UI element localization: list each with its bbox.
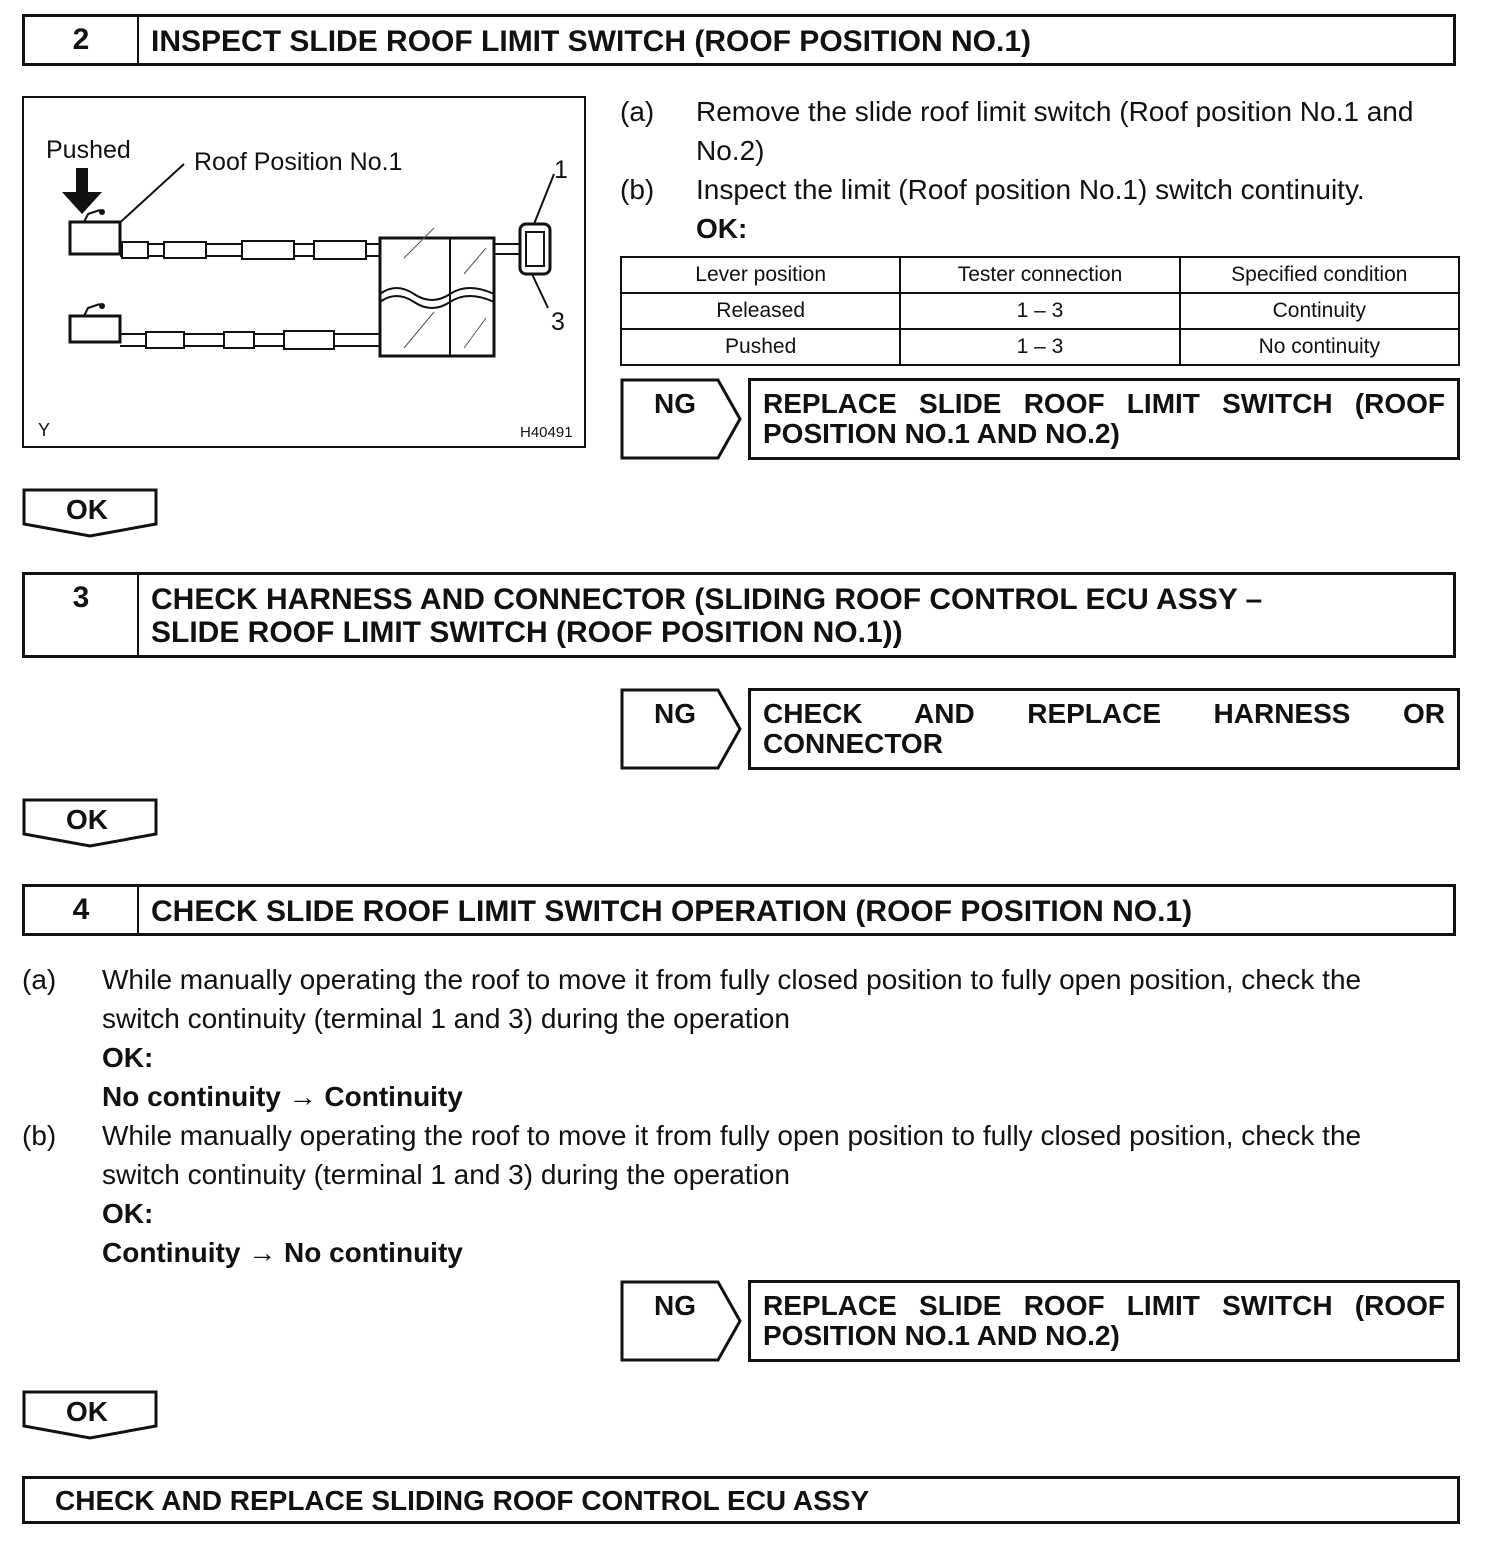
table-cell: Continuity — [1180, 293, 1459, 329]
table-header: Tester connection — [900, 257, 1179, 293]
roof-position-label: Roof Position No.1 — [194, 148, 403, 176]
ok-label: OK — [66, 494, 108, 525]
ng-action-box — [748, 1280, 1460, 1362]
figure-corner-label: Y — [38, 420, 51, 440]
instruction-label: (a) — [620, 96, 655, 127]
instruction-label: (b) — [620, 174, 655, 205]
step-4-item-a — [22, 960, 1468, 1116]
ng-label: NG — [654, 388, 696, 419]
table-cell: 1 – 3 — [900, 329, 1179, 365]
table-cell: Pushed — [621, 329, 900, 365]
ng-label: NG — [654, 1290, 696, 1321]
ok-result: Continuity → No continuity — [102, 1237, 463, 1268]
ng-action-line: REPLACE SLIDE ROOF LIMIT SWITCH (ROOF — [763, 1290, 1445, 1321]
item-label: (a) — [22, 964, 57, 995]
ng-action-line: CONNECTOR — [763, 728, 943, 759]
step-title: CHECK SLIDE ROOF LIMIT SWITCH OPERATION (ROOF POSITION NO.1) — [151, 895, 1193, 928]
step-title-line: CHECK HARNESS AND CONNECTOR (SLIDING ROOF CONTROL ECU ASSY – — [151, 583, 1263, 616]
instruction-a — [620, 92, 1464, 170]
ng-action-line: POSITION NO.1 AND NO.2) — [763, 418, 1120, 449]
step-title — [151, 583, 1443, 649]
ok-arrow-3 — [22, 1390, 160, 1442]
table-cell: 1 – 3 — [900, 293, 1179, 329]
ok-arrow-1 — [22, 488, 160, 540]
step-2-header — [22, 14, 1456, 66]
table-header: Specified condition — [1180, 257, 1459, 293]
instruction-text: Inspect the limit (Roof position No.1) switch continuity. — [696, 174, 1365, 205]
ng-action-line: CHECK AND REPLACE HARNESS OR — [763, 698, 1445, 729]
ok-result: No continuity → Continuity — [102, 1081, 463, 1112]
item-body — [102, 1116, 1468, 1272]
ok-arrow-2 — [22, 798, 160, 850]
item-line: While manually operating the roof to move it from fully closed position to fully open position, check the — [102, 964, 1362, 995]
ok-criteria-label: OK: — [696, 213, 748, 244]
ng-action-box — [748, 688, 1460, 770]
step-number: 4 — [25, 887, 139, 933]
limit-switch-figure — [22, 96, 586, 448]
item-line: switch continuity (terminal 1 and 3) during the operation — [102, 1159, 790, 1190]
step-2-ng-branch — [620, 378, 1460, 460]
step-3-ng-branch — [620, 688, 1460, 770]
ok-label: OK — [66, 804, 108, 835]
ok-label: OK — [66, 1396, 108, 1427]
figure-code: H40491 — [520, 424, 573, 441]
table-header-row — [621, 257, 1459, 293]
table-cell: No continuity — [1180, 329, 1459, 365]
step-title-line: SLIDE ROOF LIMIT SWITCH (ROOF POSITION NO.1)) — [151, 616, 903, 649]
table-row — [621, 293, 1459, 329]
terminal-1-label: 1 — [554, 156, 568, 184]
item-label: (b) — [22, 1120, 57, 1151]
terminal-3-label: 3 — [551, 308, 565, 336]
step-4-ng-branch — [620, 1280, 1460, 1362]
pushed-label: Pushed — [46, 136, 131, 164]
table-row — [621, 329, 1459, 365]
step-4-item-b — [22, 1116, 1468, 1272]
final-action-box: CHECK AND REPLACE SLIDING ROOF CONTROL ECU ASSY — [22, 1476, 1460, 1524]
table-cell: Released — [621, 293, 900, 329]
ng-action-box — [748, 378, 1460, 460]
step-3-header — [22, 572, 1456, 658]
step-4-header — [22, 884, 1456, 936]
item-line: While manually operating the roof to move it from fully open position to fully closed position, check the — [102, 1120, 1362, 1151]
item-body — [102, 960, 1468, 1116]
item-line: switch continuity (terminal 1 and 3) during the operation — [102, 1003, 790, 1034]
step-number: 2 — [25, 17, 139, 63]
continuity-spec-table — [620, 256, 1460, 366]
ok-criteria-label: OK: — [102, 1198, 154, 1229]
ok-criteria-label: OK: — [102, 1042, 154, 1073]
ng-action-line: REPLACE SLIDE ROOF LIMIT SWITCH (ROOF — [763, 388, 1445, 419]
step-number: 3 — [25, 575, 139, 655]
instruction-text: Remove the slide roof limit switch (Roof position No.1 and No.2) — [696, 96, 1414, 166]
table-header: Lever position — [621, 257, 900, 293]
instruction-b — [620, 170, 1464, 209]
step-title: INSPECT SLIDE ROOF LIMIT SWITCH (ROOF POSITION NO.1) — [151, 25, 1032, 58]
ng-label: NG — [654, 698, 696, 729]
ng-action-line: POSITION NO.1 AND NO.2) — [763, 1320, 1120, 1351]
